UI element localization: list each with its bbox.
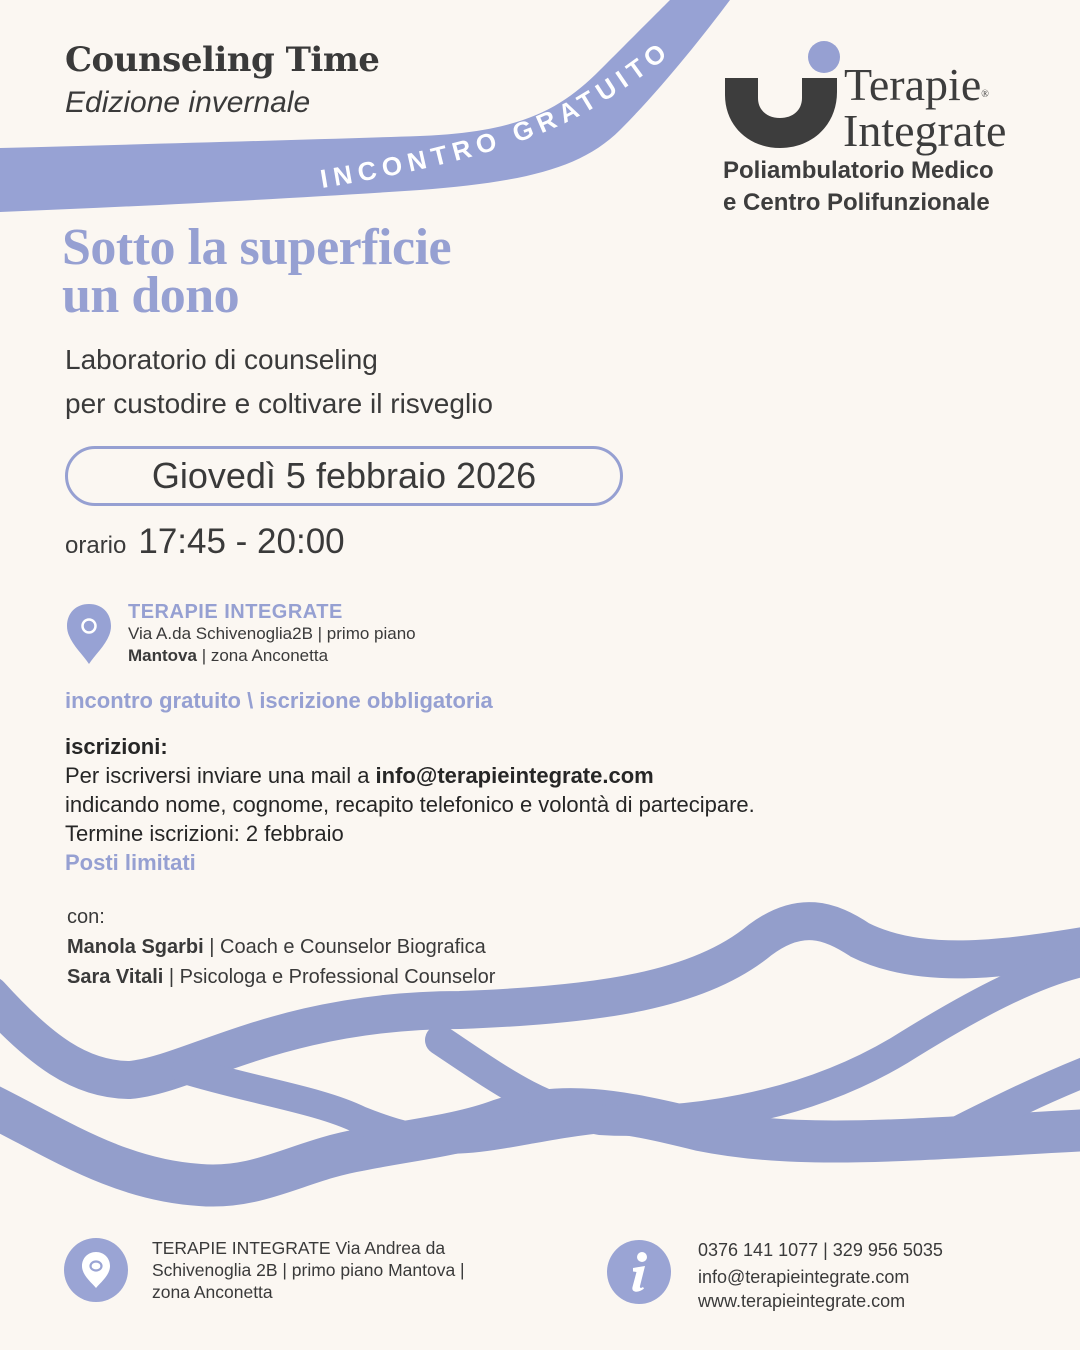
location-info	[128, 601, 416, 667]
location-name: TERAPIE INTEGRATE	[128, 601, 343, 623]
event-subtitle-line1: Laboratorio di counseling	[65, 344, 378, 375]
event-subtitle	[65, 338, 493, 426]
event-title	[62, 219, 452, 324]
logo-mark-icon	[722, 40, 842, 150]
hosts-label: con:	[67, 906, 105, 928]
registration-instruction: Per iscriversi inviare una mail a	[65, 763, 376, 788]
footer-email[interactable]: info@terapieintegrate.com	[698, 1267, 910, 1287]
footer-website[interactable]: www.terapieintegrate.com	[698, 1291, 906, 1311]
logo-tagline-line2: e Centro Polifunzionale	[723, 189, 990, 216]
host-name: Manola Sgarbi	[67, 936, 204, 958]
registration-line1	[65, 761, 755, 790]
footer-contacts	[698, 1238, 943, 1313]
location-address: Via A.da Schivenoglia2B | primo piano	[128, 624, 416, 643]
ribbon-text: INCONTRO GRATUITO	[318, 33, 677, 194]
footer-address	[152, 1237, 552, 1303]
registration-deadline: Termine iscrizioni: 2 febbraio	[65, 821, 344, 846]
location-city-line	[128, 645, 416, 667]
registered-mark: ®	[981, 89, 989, 100]
logo-tagline	[723, 155, 994, 219]
location-zone: | zona Anconetta	[196, 646, 329, 665]
event-subtitle-line2: per custodire e coltivare il risveglio	[65, 388, 493, 419]
map-pin-icon	[81, 1251, 111, 1289]
footer-location-icon	[64, 1238, 128, 1302]
host-item	[67, 962, 495, 992]
info-glyph-icon	[624, 1250, 654, 1294]
registration-line2: indicando nome, cognome, recapito telefonico e volontà di partecipare.	[65, 792, 755, 817]
footer-address-line2: Schivenoglia 2B | primo piano Mantova |	[152, 1260, 465, 1280]
limited-seats-note: Posti limitati	[65, 850, 196, 875]
series-subtitle: Edizione invernale	[65, 86, 311, 119]
map-pin-icon	[66, 603, 112, 665]
logo-tagline-line1: Poliambulatorio Medico	[723, 157, 994, 184]
host-role: | Psicologa e Professional Counselor	[163, 966, 496, 988]
host-item	[67, 932, 495, 962]
footer-address-line3: zona Anconetta	[152, 1282, 273, 1302]
host-name: Sara Vitali	[67, 966, 164, 988]
time-value: 17:45 - 20:00	[138, 522, 345, 561]
registration-info	[65, 732, 755, 877]
event-title-line2: un dono	[62, 267, 240, 324]
footer-address-line1: TERAPIE INTEGRATE Via Andrea da	[152, 1238, 446, 1258]
registration-heading: iscrizioni:	[65, 734, 168, 759]
logo-name-line1: Terapie®	[844, 59, 989, 110]
event-date-badge: Giovedì 5 febbraio 2026	[65, 446, 623, 506]
access-note: incontro gratuito \ iscrizione obbligatoria	[65, 688, 493, 713]
event-time	[65, 522, 345, 562]
time-label: orario	[65, 532, 127, 559]
series-title: Counseling Time	[65, 40, 380, 80]
host-role: | Coach e Counselor Biografica	[203, 936, 486, 958]
location-city: Mantova	[128, 646, 197, 665]
hosts-list	[67, 902, 495, 992]
registration-email-link[interactable]: info@terapieintegrate.com	[375, 763, 654, 788]
event-title-line1: Sotto la superficie	[62, 219, 452, 276]
info-icon	[607, 1240, 671, 1304]
footer-phones[interactable]: 0376 141 1077 | 329 956 5035	[698, 1240, 943, 1260]
logo-name-line2: Integrate	[843, 105, 1007, 156]
